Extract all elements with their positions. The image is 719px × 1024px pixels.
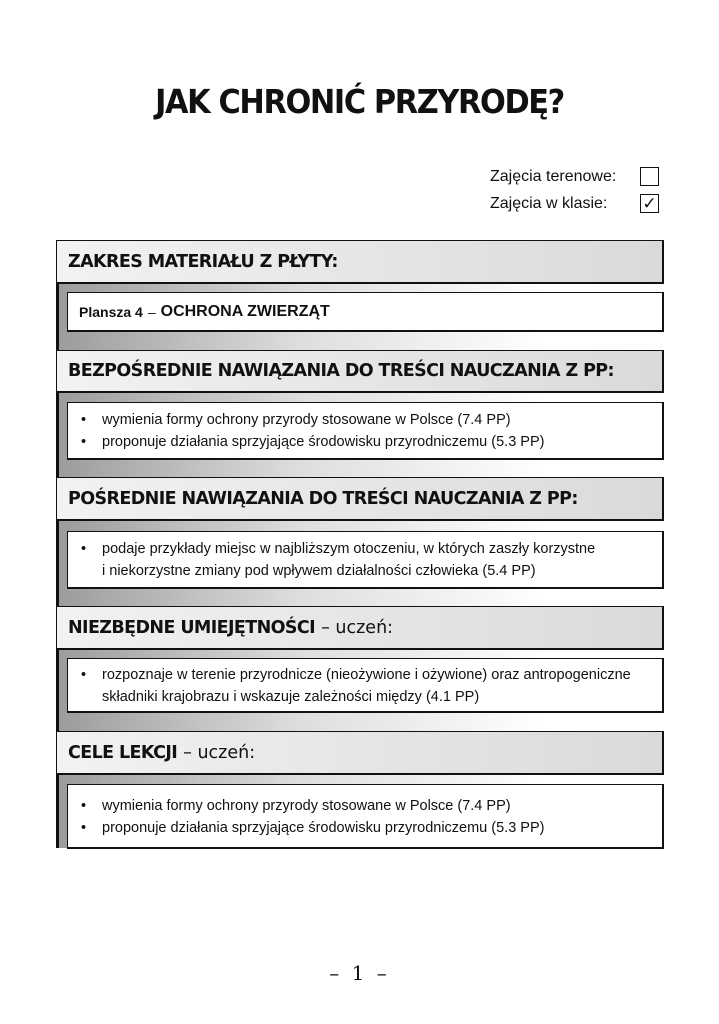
section-box-cele — [67, 784, 664, 849]
section-heading-bezposrednie — [56, 350, 664, 393]
list-item-line: składniki krajobrazu i wskazuje zależności między (4.1 PP) — [102, 689, 480, 705]
section-heading-text: BEZPOŚREDNIE NAWIĄZANIA DO TREŚCI NAUCZANIA Z PP: — [68, 361, 614, 381]
plansza-label: Plansza 4 — [79, 303, 143, 320]
list-item: • wymienia formy ochrony przyrody stosowane w Polsce (7.4 PP) — [68, 795, 662, 817]
page-title: JAK CHRONIĆ PRZYRODĘ? — [155, 82, 564, 121]
list-item: • proponuje działania sprzyjające środowisku przyrodniczemu (5.3 PP) — [68, 817, 662, 839]
list-item-line: rozpoznaje w terenie przyrodnicze (nieożywione i ożywione) oraz antropogeniczne — [102, 667, 631, 683]
checkbox-field[interactable] — [640, 167, 659, 186]
section-heading-suffix: – uczeń: — [321, 617, 394, 638]
section-heading-suffix: – uczeń: — [183, 742, 256, 763]
section-box-bezposrednie — [67, 402, 664, 460]
plansza-line — [68, 293, 662, 330]
list-item: • wymienia formy ochrony przyrody stosowane w Polsce (7.4 PP) — [68, 409, 662, 431]
list-item — [68, 538, 662, 582]
list-item — [68, 664, 662, 708]
section-box-zakres — [67, 292, 664, 332]
section-heading-text: ZAKRES MATERIAŁU Z PŁYTY: — [68, 251, 338, 272]
check-label-classroom: Zajęcia w klasie: — [490, 194, 608, 212]
page-number: – 1 – — [329, 961, 390, 985]
section-heading-text: NIEZBĘDNE UMIEJĘTNOŚCI — [68, 617, 316, 638]
bullet-list — [68, 409, 662, 453]
check-row-classroom — [490, 190, 659, 217]
section-heading-umiejetnosci — [56, 606, 664, 650]
bullet-list — [68, 664, 662, 708]
section-heading-text: POŚREDNIE NAWIĄZANIA DO TREŚCI NAUCZANIA Z PP: — [68, 488, 578, 509]
section-heading-zakres — [56, 240, 664, 284]
lesson-type-checklist — [490, 163, 659, 217]
plansza-separator: – — [147, 303, 156, 320]
list-item-line: i niekorzystne zmiany pod wpływem działalności człowieka (5.4 PP) — [102, 563, 536, 579]
check-label-field: Zajęcia terenowe: — [490, 167, 617, 185]
section-heading-cele — [56, 731, 664, 775]
section-heading-posrednie — [56, 477, 664, 521]
bullet-list — [68, 795, 662, 839]
section-heading-text: CELE LEKCJI — [68, 742, 178, 763]
list-item: • proponuje działania sprzyjające środowisku przyrodniczemu (5.3 PP) — [68, 431, 662, 453]
bullet-list — [68, 538, 662, 582]
plansza-name: OCHRONA ZWIERZĄT — [160, 302, 330, 320]
list-item-line: podaje przykłady miejsc w najbliższym otoczeniu, w których zaszły korzystne — [102, 541, 596, 557]
section-box-umiejetnosci — [67, 658, 664, 713]
checkbox-classroom[interactable]: ✓ — [640, 194, 659, 213]
check-row-field — [490, 163, 659, 190]
section-box-posrednie — [67, 531, 664, 589]
